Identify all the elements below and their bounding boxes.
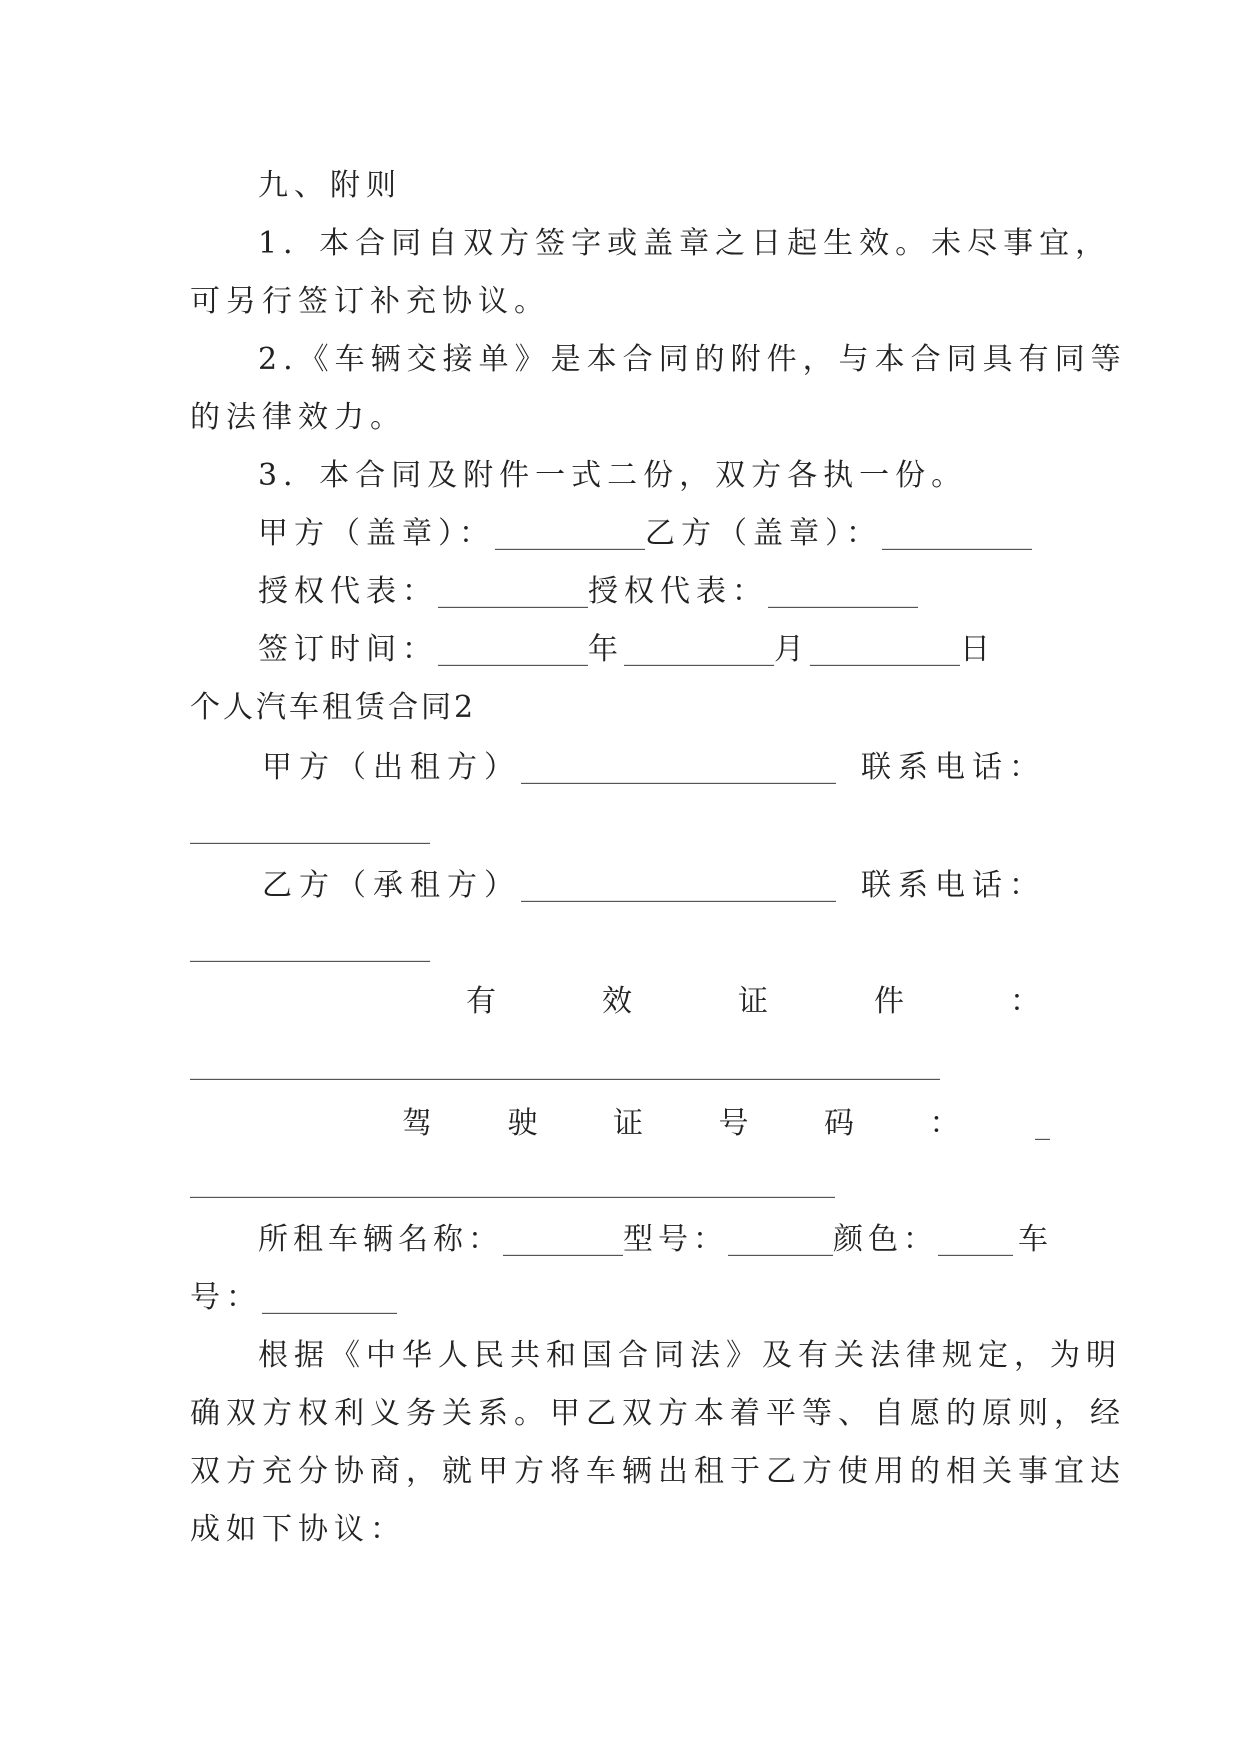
lessor-line (262, 748, 1046, 788)
license-line (402, 1104, 1050, 1144)
model-blank: _______ (728, 1222, 833, 1257)
rep-a-label: 授权代表： (258, 574, 438, 609)
lessee-blank: _____________________ (521, 868, 836, 903)
id-document-blank: __________________________________________________ (190, 1046, 940, 1081)
id-char-3: 证 (738, 984, 768, 1019)
sign-time-line (258, 630, 996, 670)
preamble-line-2: 确双方权利义务关系。甲乙双方本着平等、自愿的原则，经 (190, 1396, 1126, 1431)
id-char-5: ： (1010, 984, 1040, 1019)
lessor-blank: _____________________ (521, 750, 836, 785)
license-char-6: ： (929, 1106, 960, 1141)
day-label: 日 (960, 632, 996, 667)
day-blank: __________ (810, 632, 960, 667)
license-char-2: 驶 (507, 1106, 538, 1141)
color-blank: _____ (938, 1222, 1013, 1257)
license-char-7: _ (1035, 1106, 1050, 1141)
id-char-1: 有 (466, 984, 496, 1019)
plate-line (190, 1278, 397, 1318)
license-char-3: 证 (613, 1106, 643, 1141)
license-char-1: 驾 (402, 1106, 432, 1141)
preamble-line-3: 双方充分协商，就甲方将车辆出租于乙方使用的相关事宜达 (190, 1454, 1126, 1489)
year-blank: __________ (438, 632, 588, 667)
license-blank: ___________________________________________ (190, 1164, 835, 1199)
license-char-4: 号 (718, 1106, 749, 1141)
clause-2-line-1: 2.《车辆交接单》是本合同的附件，与本合同具有同等 (258, 342, 1127, 377)
clause-3: 3．本合同及附件一式二份，双方各执一份。 (258, 458, 968, 493)
id-document-line (466, 982, 1040, 1022)
rep-b-label: 授权代表： (588, 574, 768, 609)
plate-blank: _________ (262, 1280, 397, 1315)
seal-line (258, 514, 1032, 554)
clause-2-line-2: 的法律效力。 (190, 400, 406, 435)
party-a-seal-blank: __________ (495, 516, 645, 551)
contract-2-title: 个人汽车租赁合同2 (190, 690, 477, 725)
year-label: 年 (588, 632, 624, 667)
vehicle-name-blank: ________ (503, 1222, 623, 1257)
section-heading: 九、附则 (258, 168, 402, 203)
party-b-seal-blank: __________ (882, 516, 1032, 551)
plate-label: 号： (190, 1280, 262, 1315)
party-a-seal-label: 甲方（盖章）： (258, 516, 495, 551)
rep-a-blank: __________ (438, 574, 588, 609)
lessee-line (262, 866, 1046, 906)
preamble-line-4: 成如下协议： (190, 1512, 406, 1547)
rep-line (258, 572, 918, 612)
clause-1-line-1: 1．本合同自双方签字或盖章之日起生效。未尽事宜， (258, 226, 1112, 261)
id-char-2: 效 (602, 984, 632, 1019)
lessee-phone-label: 联系电话： (861, 868, 1046, 903)
clause-1-line-2: 可另行签订补充协议。 (190, 284, 550, 319)
vehicle-fields (258, 1220, 1013, 1260)
vehicle-name-label: 所租车辆名称： (258, 1222, 503, 1257)
month-blank: __________ (624, 632, 774, 667)
lessee-label: 乙方（承租方） (262, 868, 521, 903)
model-label: 型号： (623, 1222, 728, 1257)
rep-b-blank: __________ (768, 574, 918, 609)
month-label: 月 (774, 632, 810, 667)
plate-prefix: 车 (1018, 1222, 1048, 1257)
color-label: 颜色： (833, 1222, 938, 1257)
lessor-label: 甲方（出租方） (262, 750, 521, 785)
sign-time-label: 签订时间： (258, 632, 438, 667)
license-char-5: 码 (824, 1106, 854, 1141)
lessee-phone-blank: ________________ (190, 928, 430, 963)
party-b-seal-label: 乙方（盖章）： (645, 516, 882, 551)
lessor-phone-blank: ________________ (190, 810, 430, 845)
vehicle-line (258, 1220, 1048, 1260)
id-char-4: 件 (874, 984, 904, 1019)
preamble-line-1: 根据《中华人民共和国合同法》及有关法律规定，为明 (258, 1338, 1122, 1373)
lessor-phone-label: 联系电话： (861, 750, 1046, 785)
